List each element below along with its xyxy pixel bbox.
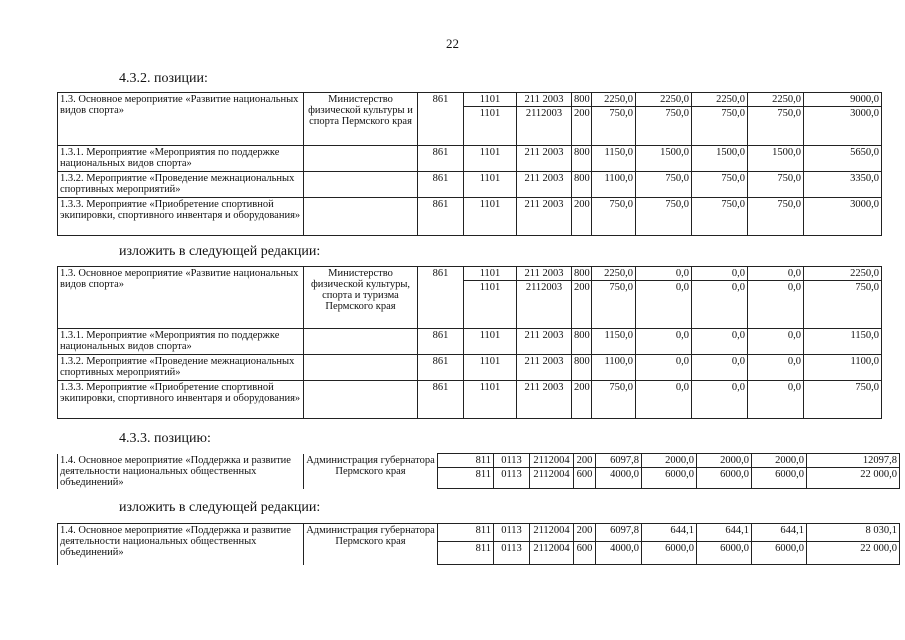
amount-year-2: 0,0 [636, 381, 692, 419]
activity-name: 1.3.1. Мероприятие «Мероприятия по поддержке национальных видов спорта» [58, 329, 304, 355]
activity-name: 1.4. Основное мероприятие «Поддержка и развитие деятельности национальных общественных объединений» [58, 524, 304, 565]
expense-type: 800 [572, 172, 592, 198]
amount-year-1: 1100,0 [592, 355, 636, 381]
target-article: 2112004 [530, 454, 574, 468]
section-code: 0113 [494, 542, 530, 565]
amount-year-3: 0,0 [692, 267, 748, 281]
amount-total: 3000,0 [804, 198, 882, 236]
grbs-code: 861 [418, 267, 464, 281]
responsible-executor: Министерство физической культуры, спорта и туризма Пермского края [304, 267, 418, 329]
amount-year-2: 0,0 [636, 329, 692, 355]
amount-year-4: 2000,0 [752, 454, 807, 468]
amount-year-3: 0,0 [692, 355, 748, 381]
table-row [58, 198, 882, 236]
amount-year-1: 6097,8 [596, 454, 642, 468]
amount-year-4: 644,1 [752, 524, 807, 542]
amount-year-1: 1100,0 [592, 172, 636, 198]
amount-year-2: 1500,0 [636, 146, 692, 172]
amount-total: 3000,0 [804, 107, 882, 146]
amount-year-4: 750,0 [748, 198, 804, 236]
amount-year-2: 750,0 [636, 107, 692, 146]
table-old-positions-4-3-2 [57, 92, 882, 236]
table-row [58, 146, 882, 172]
section-code: 1101 [464, 267, 517, 281]
amount-total: 1100,0 [804, 355, 882, 381]
target-article: 211 2003 [517, 172, 572, 198]
section-code: 0113 [494, 468, 530, 489]
amount-year-1: 750,0 [592, 381, 636, 419]
amount-year-4: 1500,0 [748, 146, 804, 172]
grbs-code: 861 [418, 198, 464, 236]
amount-year-4: 6000,0 [752, 468, 807, 489]
grbs-code: 861 [418, 146, 464, 172]
amount-year-4: 0,0 [748, 267, 804, 281]
section-code: 1101 [464, 146, 517, 172]
target-article: 211 2003 [517, 329, 572, 355]
amount-year-3: 1500,0 [692, 146, 748, 172]
target-article: 2112003 [517, 281, 572, 329]
amount-year-4: 750,0 [748, 172, 804, 198]
amount-year-4: 2250,0 [748, 93, 804, 107]
grbs-code: 861 [418, 172, 464, 198]
grbs-code: 861 [418, 93, 464, 107]
expense-type: 800 [572, 329, 592, 355]
table-row [58, 267, 882, 281]
amount-year-1: 4000,0 [596, 542, 642, 565]
target-article: 211 2003 [517, 355, 572, 381]
amount-year-3: 6000,0 [697, 468, 752, 489]
section-code: 1101 [464, 281, 517, 329]
amount-year-3: 750,0 [692, 107, 748, 146]
amount-year-3: 0,0 [692, 281, 748, 329]
amount-year-3: 2000,0 [697, 454, 752, 468]
amount-year-4: 0,0 [748, 281, 804, 329]
expense-type: 800 [572, 267, 592, 281]
table-row [58, 93, 882, 107]
target-article: 2112003 [517, 107, 572, 146]
section-code: 1101 [464, 198, 517, 236]
amount-year-2: 750,0 [636, 198, 692, 236]
expense-type: 200 [572, 281, 592, 329]
grbs-code: 811 [438, 454, 494, 468]
responsible-executor: Министерство физической культуры и спорта Пермского края [304, 93, 418, 146]
amount-total: 8 030,1 [807, 524, 900, 542]
amount-year-3: 2250,0 [692, 93, 748, 107]
grbs-code: 811 [438, 542, 494, 565]
section-code: 1101 [464, 381, 517, 419]
amount-year-1: 2250,0 [592, 93, 636, 107]
grbs-code: 811 [438, 468, 494, 489]
target-article: 2112004 [530, 524, 574, 542]
amount-year-1: 750,0 [592, 198, 636, 236]
section-code: 1101 [464, 329, 517, 355]
amount-year-3: 750,0 [692, 198, 748, 236]
amount-total: 2250,0 [804, 267, 882, 281]
amount-year-3: 0,0 [692, 329, 748, 355]
table-row [58, 355, 882, 381]
expense-type: 800 [572, 355, 592, 381]
expense-type: 600 [574, 542, 596, 565]
activity-name: 1.3.1. Мероприятие «Мероприятия по поддержке национальных видов спорта» [58, 146, 304, 172]
amount-year-3: 750,0 [692, 172, 748, 198]
table-row [58, 381, 882, 419]
amount-year-1: 6097,8 [596, 524, 642, 542]
amount-total: 750,0 [804, 381, 882, 419]
amount-total: 22 000,0 [807, 542, 900, 565]
amount-total: 3350,0 [804, 172, 882, 198]
amount-year-2: 0,0 [636, 281, 692, 329]
grbs-code: 861 [418, 329, 464, 355]
amount-year-1: 1150,0 [592, 329, 636, 355]
target-article: 211 2003 [517, 93, 572, 107]
section-code: 1101 [464, 107, 517, 146]
section-heading-4-3-3: 4.3.3. позицию: [119, 431, 211, 446]
amount-year-1: 750,0 [592, 281, 636, 329]
amount-year-2: 644,1 [642, 524, 697, 542]
page-number: 22 [446, 36, 459, 51]
expense-type: 200 [572, 107, 592, 146]
amount-year-4: 0,0 [748, 355, 804, 381]
target-article: 211 2003 [517, 146, 572, 172]
target-article: 211 2003 [517, 381, 572, 419]
activity-name: 1.4. Основное мероприятие «Поддержка и развитие деятельности национальных общественных объединений» [58, 454, 304, 489]
section-heading-4-3-2: 4.3.2. позиции: [119, 71, 208, 86]
amount-total: 22 000,0 [807, 468, 900, 489]
section-code: 0113 [494, 454, 530, 468]
target-article: 211 2003 [517, 198, 572, 236]
table-old-position-4-3-3 [57, 453, 900, 489]
grbs-code: 861 [418, 355, 464, 381]
table-row [58, 172, 882, 198]
amount-year-1: 1150,0 [592, 146, 636, 172]
amount-total: 5650,0 [804, 146, 882, 172]
section-code: 0113 [494, 524, 530, 542]
expense-type: 200 [574, 454, 596, 468]
amount-year-2: 6000,0 [642, 468, 697, 489]
activity-name: 1.3. Основное мероприятие «Развитие национальных видов спорта» [58, 267, 304, 329]
activity-name: 1.3. Основное мероприятие «Развитие национальных видов спорта» [58, 93, 304, 146]
amount-year-3: 644,1 [697, 524, 752, 542]
amount-year-2: 2000,0 [642, 454, 697, 468]
amount-year-3: 6000,0 [697, 542, 752, 565]
grbs-code: 811 [438, 524, 494, 542]
section-code: 1101 [464, 93, 517, 107]
activity-name: 1.3.2. Мероприятие «Проведение межнациональных спортивных мероприятий» [58, 172, 304, 198]
amount-year-1: 4000,0 [596, 468, 642, 489]
amount-year-1: 750,0 [592, 107, 636, 146]
amount-year-1: 2250,0 [592, 267, 636, 281]
amount-year-4: 6000,0 [752, 542, 807, 565]
amount-year-2: 6000,0 [642, 542, 697, 565]
target-article: 211 2003 [517, 267, 572, 281]
expense-type: 200 [574, 524, 596, 542]
amount-year-4: 0,0 [748, 381, 804, 419]
target-article: 2112004 [530, 468, 574, 489]
responsible-executor: Администрация губернатора Пермского края [304, 524, 438, 565]
activity-name: 1.3.2. Мероприятие «Проведение межнациональных спортивных мероприятий» [58, 355, 304, 381]
redaction-heading-2: изложить в следующей редакции: [119, 500, 321, 515]
expense-type: 800 [572, 146, 592, 172]
activity-name: 1.3.3. Мероприятие «Приобретение спортивной экипировки, спортивного инвентаря и оборудования» [58, 381, 304, 419]
amount-year-4: 0,0 [748, 329, 804, 355]
table-row [58, 329, 882, 355]
table-row [58, 454, 900, 468]
redaction-heading-1: изложить в следующей редакции: [119, 244, 321, 259]
amount-year-4: 750,0 [748, 107, 804, 146]
amount-total: 9000,0 [804, 93, 882, 107]
grbs-code: 861 [418, 381, 464, 419]
table-row [58, 524, 900, 542]
section-code: 1101 [464, 172, 517, 198]
amount-year-2: 0,0 [636, 355, 692, 381]
expense-type: 200 [572, 198, 592, 236]
amount-year-2: 750,0 [636, 172, 692, 198]
section-code: 1101 [464, 355, 517, 381]
table-new-positions-4-3-2 [57, 266, 882, 419]
target-article: 2112004 [530, 542, 574, 565]
activity-name: 1.3.3. Мероприятие «Приобретение спортивной экипировки, спортивного инвентаря и оборудования» [58, 198, 304, 236]
expense-type: 200 [572, 381, 592, 419]
table-new-position-4-3-3 [57, 523, 900, 565]
expense-type: 600 [574, 468, 596, 489]
amount-year-2: 0,0 [636, 267, 692, 281]
amount-total: 750,0 [804, 281, 882, 329]
amount-year-3: 0,0 [692, 381, 748, 419]
amount-total: 12097,8 [807, 454, 900, 468]
responsible-executor: Администрация губернатора Пермского края [304, 454, 438, 489]
amount-year-2: 2250,0 [636, 93, 692, 107]
amount-total: 1150,0 [804, 329, 882, 355]
expense-type: 800 [572, 93, 592, 107]
